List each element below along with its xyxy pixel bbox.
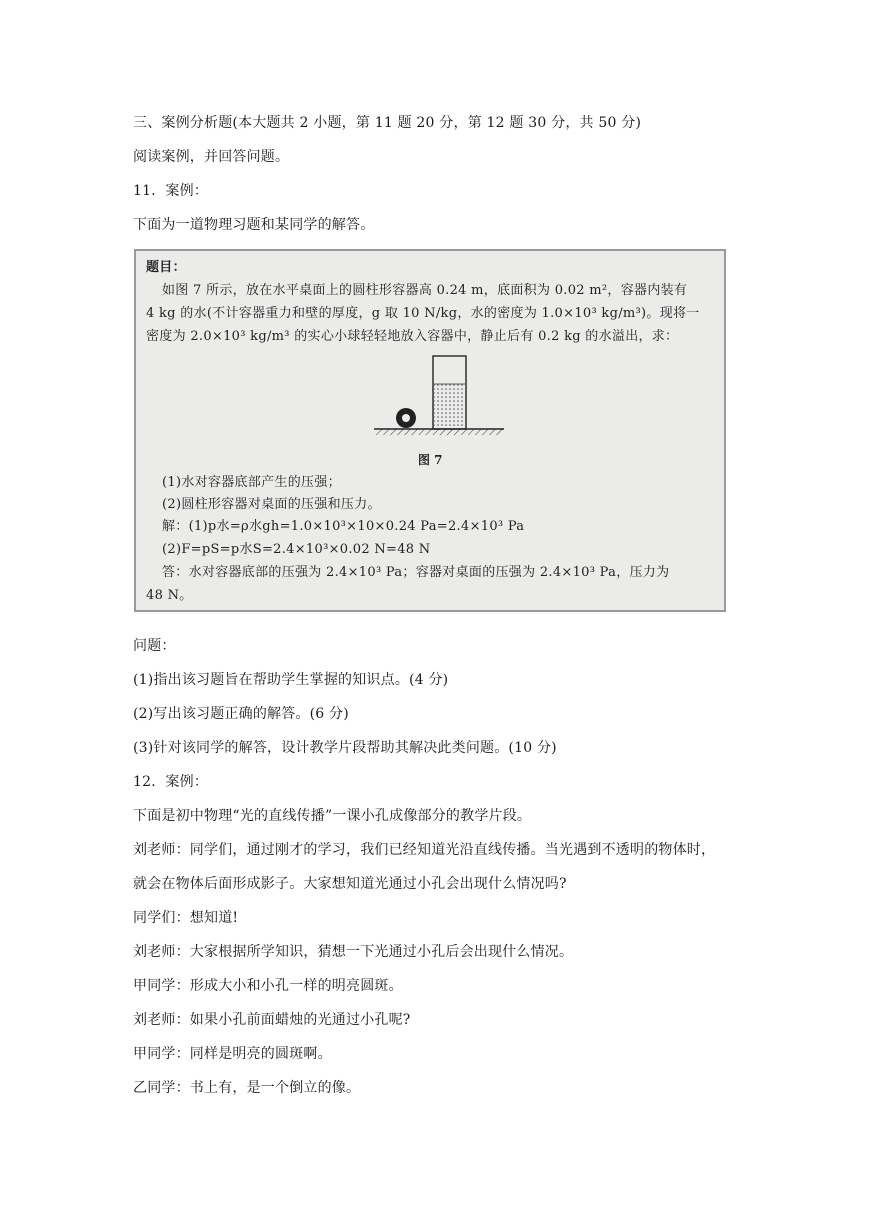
- questions-label: 问题：: [133, 638, 176, 654]
- section-title: 三、案例分析题(本大题共 2 小题，第 11 题 20 分，第 12 题 30 分，共 50 分): [133, 115, 642, 131]
- dialogue-line: 就会在物体后面形成影子。大家想知道光通过小孔会出现什么情况吗?: [133, 876, 567, 892]
- sub-question-2: (2)圆柱形容器对桌面的压强和压力。: [162, 497, 381, 512]
- ball-center: [402, 414, 410, 422]
- q12-number: 12．案例：: [133, 774, 209, 790]
- q11-intro: 下面为一道物理习题和某同学的解答。: [133, 217, 375, 233]
- problem-figure: [134, 249, 726, 612]
- problem-line-3: 密度为 2.0×10³ kg/m³ 的实心小球轻轻地放入容器中，静止后有 0.2 kg 的水溢出，求：: [146, 329, 679, 344]
- solution-line-1: 解：(1)p水=ρ水gh=1.0×10³×10×0.24 Pa=2.4×10³ Pa: [162, 519, 525, 534]
- q12-intro: 下面是初中物理“光的直线传播”一课小孔成像部分的教学片段。: [133, 808, 532, 824]
- question-1: (1)指出该习题旨在帮助学生掌握的知识点。(4 分): [133, 672, 449, 688]
- question-3: (3)针对该同学的解答，设计教学片段帮助其解决此类问题。(10 分): [133, 740, 557, 756]
- solution-line-2: (2)F=pS=p水S=2.4×10³×0.02 N=48 N: [162, 542, 431, 557]
- dialogue-line: 甲同学：同样是明亮的圆斑啊。: [133, 1046, 332, 1062]
- dialogue-line: 甲同学：形成大小和小孔一样的明亮圆斑。: [133, 978, 403, 994]
- answer-line-1: 答：水对容器底部的压强为 2.4×10³ Pa；容器对桌面的压强为 2.4×10³ Pa，压力为: [162, 565, 670, 580]
- water: [434, 384, 465, 428]
- section-instruction: 阅读案例，并回答问题。: [133, 149, 290, 165]
- dialogue-line: 刘老师：同学们，通过刚才的学习，我们已经知道光沿直线传播。当光遇到不透明的物体时，: [133, 842, 716, 858]
- answer-line-2: 48 N。: [146, 588, 193, 603]
- table-hatch: [376, 429, 502, 435]
- problem-line-1: 如图 7 所示，放在水平桌面上的圆柱形容器高 0.24 m，底面积为 0.02 m²，容器内装有: [162, 283, 688, 298]
- question-2: (2)写出该习题正确的解答。(6 分): [133, 706, 349, 722]
- dialogue-line: 同学们：想知道!: [133, 910, 239, 926]
- q11-number: 11．案例：: [133, 183, 209, 199]
- problem-line-2: 4 kg 的水(不计容器重力和壁的厚度，g 取 10 N/kg，水的密度为 1.0×10³ kg/m³)。现将一: [146, 306, 700, 321]
- problem-label: 题目：: [146, 260, 186, 275]
- dialogue-line: 刘老师：大家根据所学知识，猜想一下光通过小孔后会出现什么情况。: [133, 944, 574, 960]
- figure-caption: 图 7: [418, 453, 443, 467]
- dialogue-line: 乙同学：书上有，是一个倒立的像。: [133, 1080, 361, 1096]
- container-ball-diagram: [368, 351, 508, 441]
- dialogue-line: 刘老师：如果小孔前面蜡烛的光通过小孔呢?: [133, 1012, 411, 1028]
- sub-question-1: (1)水对容器底部产生的压强；: [162, 475, 341, 490]
